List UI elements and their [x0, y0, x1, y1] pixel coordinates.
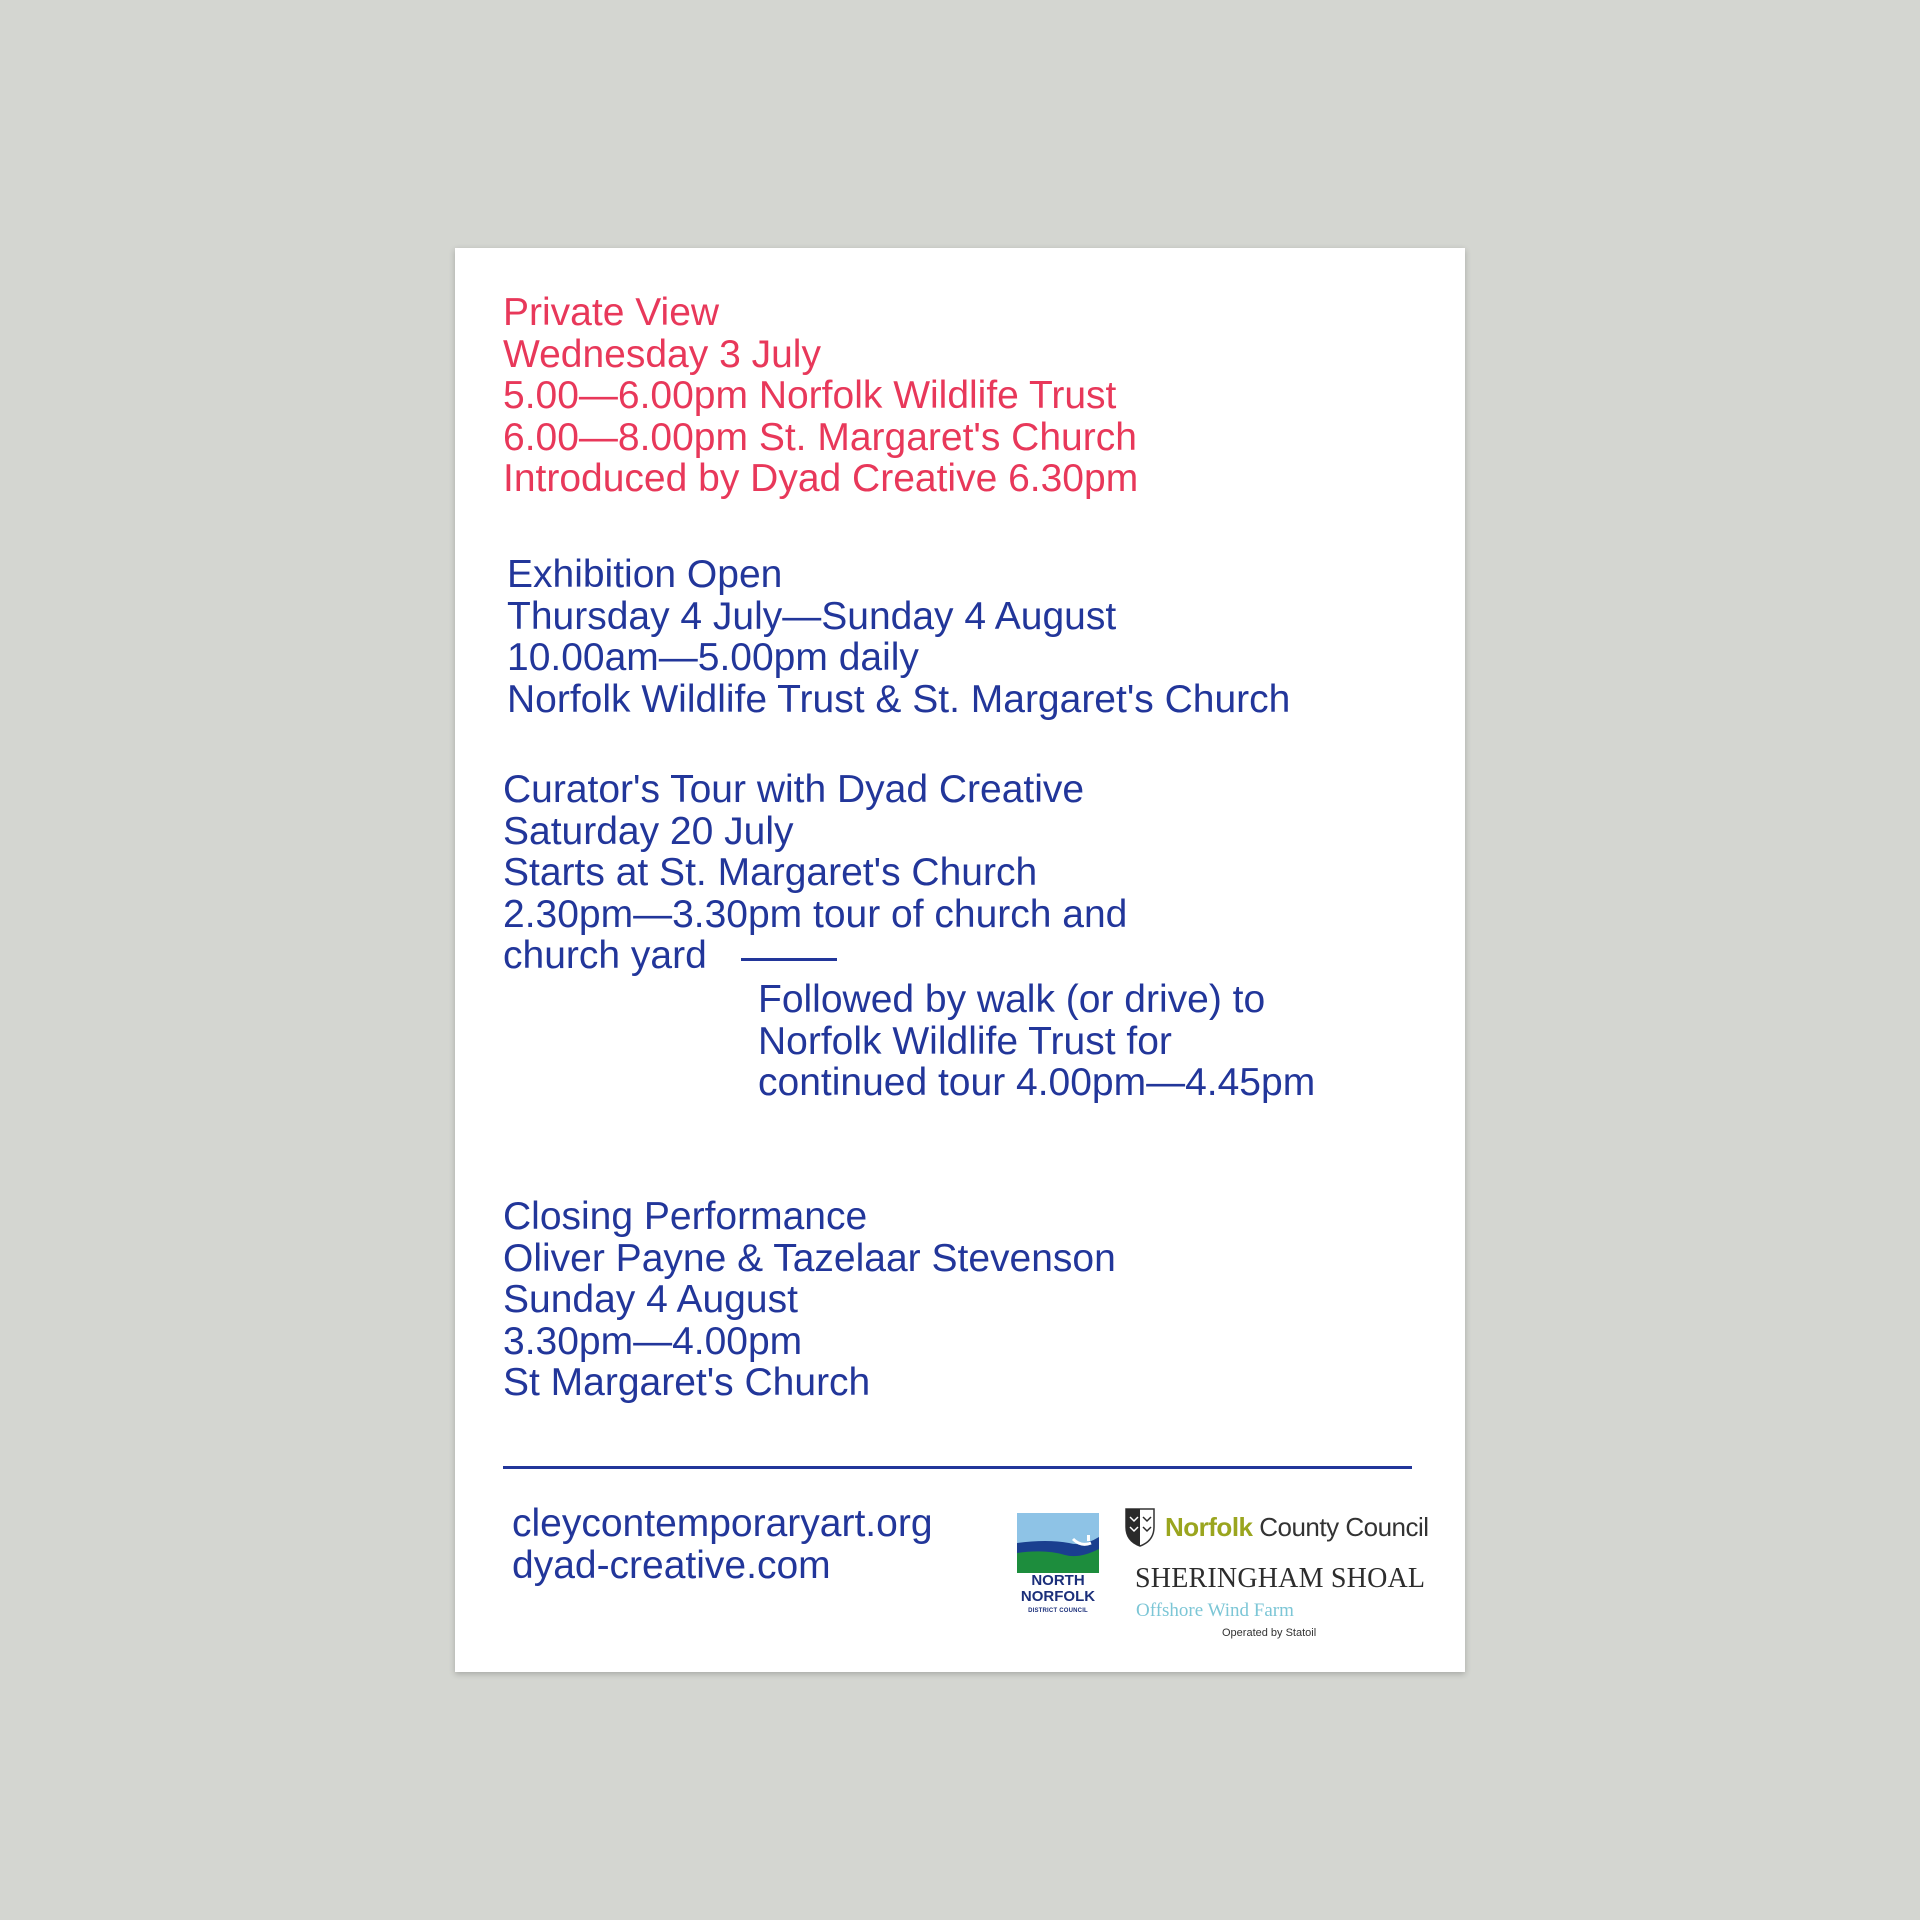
curators-tour-start: Starts at St. Margaret's Church [503, 851, 1038, 894]
north-norfolk-line-1: NORTH [1031, 1572, 1085, 1589]
closing-performance-artists: Oliver Payne & Tazelaar Stevenson [503, 1236, 1116, 1280]
closing-performance-time: 3.30pm—4.00pm [503, 1319, 803, 1363]
exhibition-open-section [507, 554, 1290, 720]
curators-tour-location: church yard [503, 934, 707, 977]
north-norfolk-line-2: NORFOLK [1020, 1588, 1096, 1605]
curators-tour-time: 2.30pm—3.30pm tour of church and [503, 892, 1128, 936]
exhibition-open-heading: Exhibition Open [507, 553, 783, 596]
private-view-section [503, 292, 1138, 500]
norfolk-county-council-name [1165, 1512, 1429, 1542]
website-link-cley[interactable]: cleycontemporaryart.org [512, 1502, 933, 1545]
tour-continued-line-3: continued tour 4.00pm—4.45pm [758, 1061, 1316, 1104]
private-view-intro: Introduced by Dyad Creative 6.30pm [503, 457, 1139, 500]
exhibition-open-dates: Thursday 4 July—Sunday 4 August [507, 594, 1117, 638]
private-view-heading: Private View [503, 291, 720, 334]
closing-performance-venue: St Margaret's Church [503, 1361, 871, 1404]
closing-performance-section [503, 1196, 1116, 1404]
sheringham-shoal-operator: Operated by Statoil [1222, 1627, 1317, 1639]
private-view-date: Wednesday 3 July [503, 332, 821, 376]
invitation-card [455, 248, 1465, 1672]
website-link-dyad[interactable]: dyad-creative.com [512, 1543, 831, 1587]
tour-continued-line-2: Norfolk Wildlife Trust for [758, 1019, 1172, 1063]
curators-tour-date: Saturday 20 July [503, 809, 794, 853]
tour-continued-line-1: Followed by walk (or drive) to [758, 978, 1266, 1021]
footer-divider [503, 1466, 1412, 1469]
closing-performance-date: Sunday 4 August [503, 1278, 798, 1321]
norfolk-county-council-crest-icon [1124, 1507, 1156, 1547]
private-view-time-2: 6.00—8.00pm St. Margaret's Church [503, 415, 1137, 459]
exhibition-open-hours: 10.00am—5.00pm daily [507, 636, 919, 679]
curators-tour-section [503, 769, 1127, 977]
tour-connector-line [741, 958, 837, 961]
north-norfolk-line-3: DISTRICT COUNCIL [1028, 1608, 1088, 1614]
sheringham-shoal-title: SHERINGHAM SHOAL [1135, 1563, 1426, 1594]
ncc-name-rest: County Council [1252, 1512, 1429, 1542]
exhibition-open-venues: Norfolk Wildlife Trust & St. Margaret's Church [507, 677, 1291, 721]
curators-tour-continued [758, 979, 1315, 1104]
private-view-time-1: 5.00—6.00pm Norfolk Wildlife Trust [503, 374, 1117, 417]
north-norfolk-emblem-icon [1017, 1513, 1099, 1573]
closing-performance-heading: Closing Performance [503, 1195, 868, 1238]
footer-links [512, 1503, 933, 1586]
north-norfolk-logo [1017, 1513, 1099, 1625]
curators-tour-heading: Curator's Tour with Dyad Creative [503, 768, 1085, 811]
ncc-name-highlight: Norfolk [1165, 1512, 1253, 1542]
sheringham-shoal-subtitle: Offshore Wind Farm [1136, 1600, 1294, 1621]
